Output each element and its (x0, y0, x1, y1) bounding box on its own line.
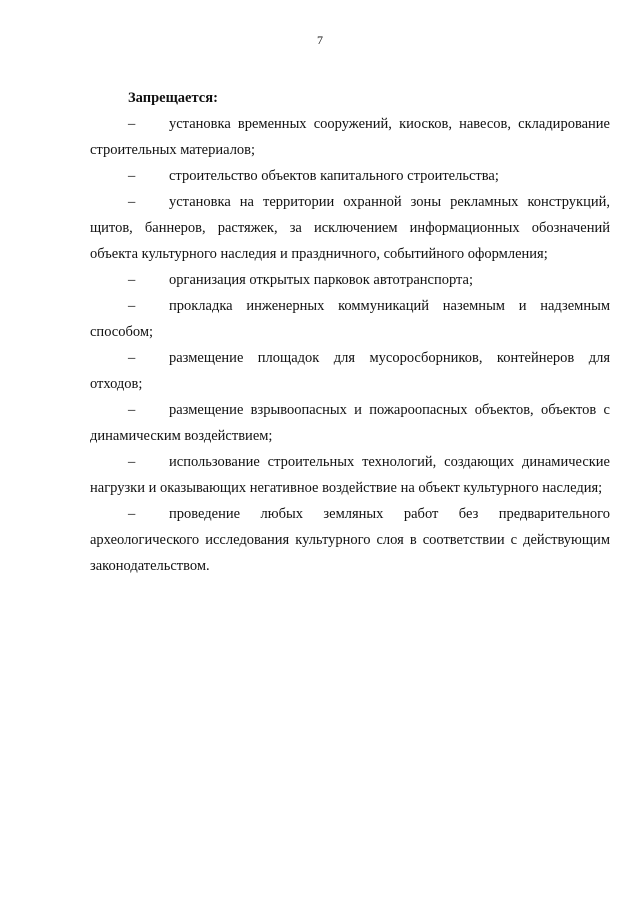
list-item (90, 449, 610, 501)
list-item-text: размещение взрывоопасных и пожароопасных объектов, объектов с динамическим воздействием; (90, 402, 610, 444)
page-number: 7 (317, 33, 323, 47)
dash-bullet: – (128, 168, 136, 184)
list-item-text: организация открытых парковок автотранспорта; (169, 272, 474, 288)
list-item-text: установка временных сооружений, киосков, навесов, складирование строительных материалов; (90, 116, 610, 158)
dash-bullet: – (128, 116, 136, 132)
dash-bullet: – (128, 350, 136, 366)
list-item-text: прокладка инженерных коммуникаций наземным и надземным способом; (90, 298, 610, 340)
dash-bullet: – (128, 506, 136, 522)
list-item (90, 293, 610, 345)
list-item (90, 267, 610, 293)
dash-bullet: – (128, 402, 136, 418)
list-item (90, 189, 610, 267)
section-heading: Запрещается: (128, 90, 218, 106)
list-item-text: использование строительных технологий, создающих динамические нагрузки и оказывающих негативное воздействие на объект культурного наследия; (90, 454, 610, 496)
list-item (90, 345, 610, 397)
dash-bullet: – (128, 454, 136, 470)
list-item-text: размещение площадок для мусоросборников, контейнеров для отходов; (90, 350, 610, 392)
list-item (90, 397, 610, 449)
dash-bullet: – (128, 272, 136, 288)
list-item-text: проведение любых земляных работ без предварительного археологического исследования культурного слоя в соответствии с действующим законодательством. (90, 506, 610, 574)
list-item (90, 163, 610, 189)
list-item (90, 111, 610, 163)
dash-bullet: – (128, 194, 136, 210)
list-item-text: установка на территории охранной зоны рекламных конструкций, щитов, баннеров, растяжек, за исключением информационных обозначений объекта культурного наследия и праздничного, событийного оформления; (90, 194, 610, 262)
list-item (90, 501, 610, 579)
dash-bullet: – (128, 298, 136, 314)
document-body (90, 85, 610, 579)
list-item-text: строительство объектов капитального строительства; (169, 168, 499, 184)
